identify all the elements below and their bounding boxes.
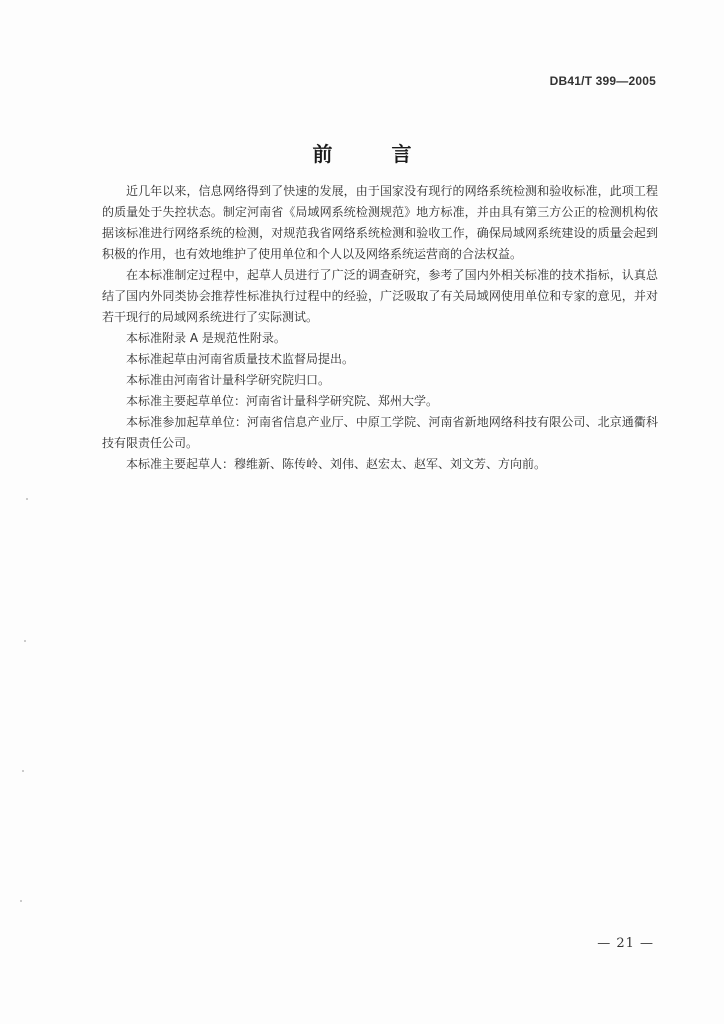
paragraph-main-drafters-units: 本标准主要起草单位：河南省计量科学研究院、郑州大学。 <box>126 394 439 408</box>
scan-speck <box>26 498 28 500</box>
foreword-body <box>102 181 658 475</box>
paragraph-participating-units: 本标准参加起草单位：河南省信息产业厅、中原工学院、河南省新地网络科技有限公司、北京通衢科技有限责任公司。 <box>102 415 658 450</box>
paragraph-appendix: 本标准附录 A 是规范性附录。 <box>126 331 286 345</box>
page-number: — 21 — <box>597 936 654 951</box>
paragraph-proposer: 本标准起草由河南省质量技术监督局提出。 <box>126 352 355 366</box>
paragraph-administrator: 本标准由河南省计量科学研究院归口。 <box>126 373 331 387</box>
paragraph-drafting-process: 在本标准制定过程中，起草人员进行了广泛的调查研究，参考了国内外相关标准的技术指标，认真总结了国内外同类协会推荐性标准执行过程中的经验，广泛吸取了有关局域网使用单位和专家的意见，并对若干现行的局域网系统进行了实际测试。 <box>102 268 658 324</box>
standard-code: DB41/T 399—2005 <box>549 74 656 88</box>
scan-speck <box>22 770 24 772</box>
paragraph-background: 近几年以来，信息网络得到了快速的发展，由于国家没有现行的网络系统检测和验收标准，此项工程的质量处于失控状态。制定河南省《局域网系统检测规范》地方标准，并由具有第三方公正的检测机构依据该标准进行网络系统的检测，对规范我省网络系统检测和验收工作，确保局域网系统建设的质量会起到积极的作用，也有效地维护了使用单位和个人以及网络系统运营商的合法权益。 <box>102 184 658 261</box>
page-title: 前 言 <box>312 142 438 166</box>
scan-speck <box>24 640 26 642</box>
scan-speck <box>20 900 22 902</box>
paragraph-main-drafters: 本标准主要起草人：穆维新、陈传岭、刘伟、赵宏太、赵军、刘文芳、方向前。 <box>126 457 547 471</box>
